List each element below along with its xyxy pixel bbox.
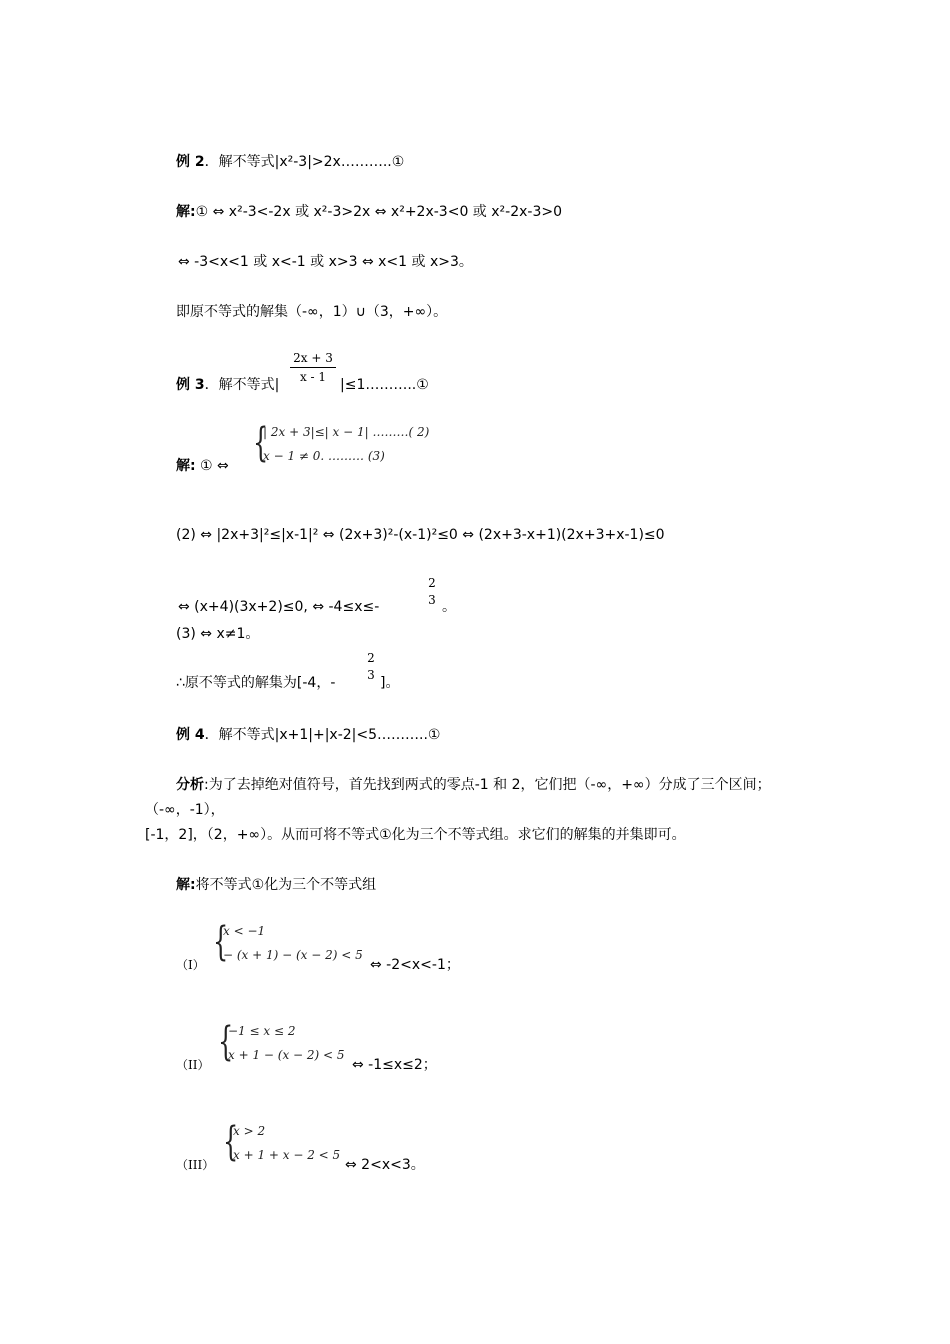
example-3-title-end: |≤1………..①	[340, 377, 429, 393]
system-row: x > 2	[233, 1124, 266, 1138]
example-3-line4: (3) ⇔ x≠1。	[176, 626, 260, 642]
fraction-numerator: 2	[428, 576, 436, 590]
brace-icon: {	[218, 1019, 234, 1065]
analysis-text: :为了去掉绝对值符号，首先找到两式的零点-1 和 2，它们把（-∞，+∞）分成了三个区间；	[204, 777, 771, 793]
example-4-analysis-line3: [-1，2]，（2，+∞）。从而可将不等式①化为三个不等式组。求它们的解集的并集即可。	[145, 827, 686, 843]
example-4-solution	[176, 875, 376, 895]
example-3-line3: ⇔ (x+4)(3x+2)≤0, ⇔ -4≤x≤-	[178, 599, 380, 615]
example-text: ．解不等式|x+1|+|x-2|<5………..①	[204, 727, 441, 743]
example-3-solution-set-end: ]。	[380, 675, 400, 691]
system-row: | 2x + 3|≤| x − 1| ………( 2)	[263, 425, 430, 439]
example-3-solution-start	[176, 456, 229, 476]
example-4-analysis-line2: （-∞，-1），	[145, 802, 225, 818]
fraction-2x3-over-x1	[290, 350, 336, 385]
example-2-solution-line1	[176, 202, 562, 222]
example-text: ．解不等式|	[204, 377, 280, 393]
brace-icon: {	[223, 1119, 239, 1165]
solution-text: ① ⇔ x²-3<-2x 或 x²-3>2x ⇔ x²+2x-3<0 或 x²-2x-3>0	[195, 204, 562, 220]
brace-icon: {	[253, 420, 269, 466]
example-2-solution-set: 即原不等式的解集（-∞，1）∪（3，+∞）。	[176, 304, 448, 320]
brace-icon: {	[213, 919, 229, 965]
case-3-system	[223, 1119, 353, 1168]
example-3-line2: (2) ⇔ |2x+3|²≤|x-1|² ⇔ (2x+3)²-(x-1)²≤0 ⇔ (2x+3-x+1)(2x+3+x-1)≤0	[176, 527, 665, 543]
solution-label: 解:	[176, 877, 196, 893]
fraction-numerator: 2x + 3	[293, 351, 333, 365]
system-row: x + 1 + x − 2 < 5	[233, 1148, 341, 1162]
solution-text: ① ⇔	[195, 458, 229, 474]
system-row: x < −1	[223, 924, 266, 938]
case-2-system	[218, 1019, 358, 1068]
analysis-label: 分析	[176, 777, 204, 793]
fraction-denominator: 3	[367, 668, 375, 682]
system-row: x − 1 ≠ 0. ……… (3)	[263, 449, 385, 463]
equation-system-1	[253, 420, 453, 469]
example-4-analysis-line1	[176, 775, 771, 795]
system-row: x + 1 − (x − 2) < 5	[228, 1048, 345, 1062]
example-3-solution-set: ∴原不等式的解集为[-4，-	[176, 675, 336, 691]
example-label: 例 3	[176, 377, 205, 393]
example-label: 例 2	[176, 154, 205, 170]
example-3-title	[176, 375, 279, 395]
example-2-title	[176, 152, 404, 172]
solution-label: 解:	[176, 204, 196, 220]
fraction-denominator: 3	[428, 593, 436, 607]
fraction-denominator: x - 1	[299, 370, 327, 384]
case-1-tag: （I）	[176, 958, 205, 972]
system-row: −1 ≤ x ≤ 2	[228, 1024, 296, 1038]
example-label: 例 4	[176, 727, 205, 743]
case-3-result: ⇔ 2<x<3。	[345, 1157, 425, 1173]
case-2-result: ⇔ -1≤x≤2；	[352, 1057, 437, 1073]
example-4-title	[176, 725, 440, 745]
example-3-line3-end: 。	[442, 599, 456, 615]
solution-label: 解:	[176, 458, 196, 474]
example-2-solution-line2: ⇔ -3<x<1 或 x<-1 或 x>3 ⇔ x<1 或 x>3。	[178, 254, 473, 270]
case-3-tag: （III）	[176, 1158, 215, 1172]
case-2-tag: （II）	[176, 1058, 210, 1072]
system-row: − (x + 1) − (x − 2) < 5	[223, 948, 363, 962]
case-1-system	[213, 919, 373, 968]
case-1-result: ⇔ -2<x<-1；	[370, 957, 460, 973]
fraction-numerator: 2	[367, 651, 375, 665]
fraction-two-thirds	[364, 650, 378, 683]
example-text: ．解不等式|x²-3|>2x………..①	[204, 154, 405, 170]
fraction-bar	[290, 367, 336, 368]
fraction-two-thirds	[425, 575, 439, 608]
solution-text: 将不等式①化为三个不等式组	[195, 877, 377, 893]
